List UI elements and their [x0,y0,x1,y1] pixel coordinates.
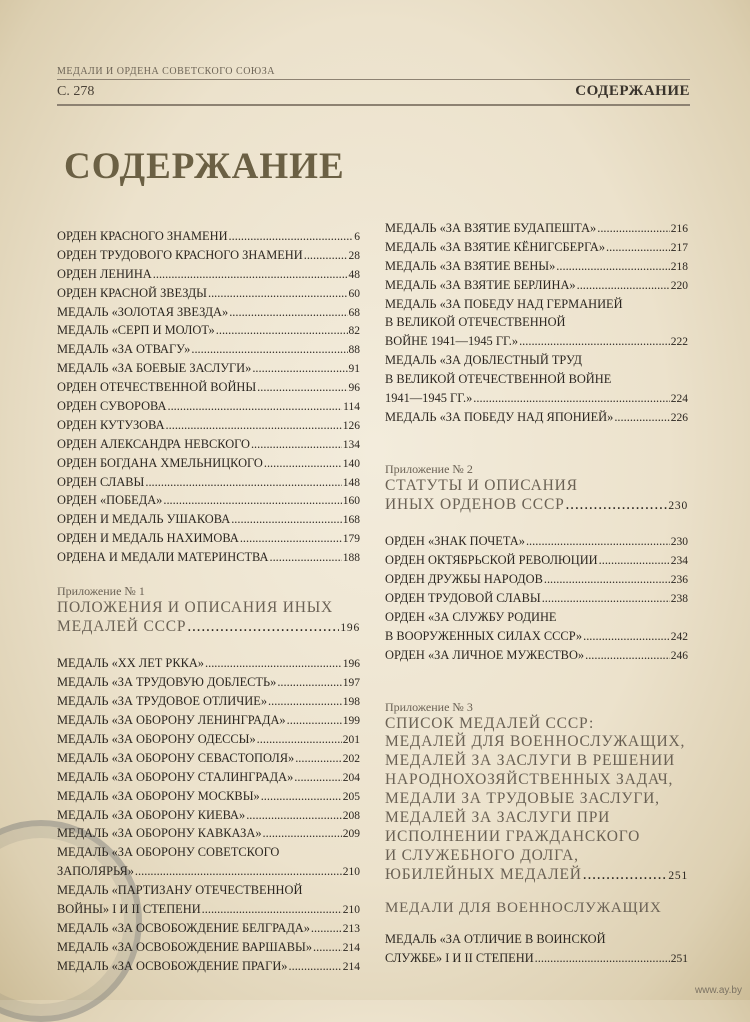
toc-right-column [385,219,688,968]
toc-entry-page: 226 [670,411,688,424]
toc-entry[interactable] [57,265,360,284]
toc-entry[interactable] [57,359,360,378]
toc-entry-title: В ВООРУЖЕННЫХ СИЛАХ СССР» [385,628,583,643]
leader-dots [251,435,342,454]
toc-entry-page: 114 [343,401,360,414]
leader-dots [304,246,348,265]
toc-entry-page: 28 [348,249,360,262]
toc-entry-page: 140 [342,457,360,470]
toc-entry[interactable] [57,730,360,749]
toc-entry-page: 196 [342,658,360,671]
toc-entry-page: 68 [348,306,360,319]
spacer [385,665,688,683]
toc-entry-title: ОРДЕН ТРУДОВОГО КРАСНОГО ЗНАМЕНИ [57,247,303,262]
toc-entry-title: ОРДЕН АЛЕКСАНДРА НЕВСКОГО [57,436,250,451]
toc-entry[interactable] [57,938,360,957]
toc-entry-title: МЕДАЛЕЙ СССР [57,617,187,635]
toc-entry-page: 251 [670,953,688,966]
leader-dots [519,332,670,351]
toc-entry-page: 148 [342,476,360,489]
toc-entry-title: ОРДЕН ТРУДОВОЙ СЛАВЫ [385,590,541,605]
appendix-title-line: МЕДАЛЕЙ ЗА ЗАСЛУГИ В РЕШЕНИИ [385,752,675,770]
toc-entry-title: ОРДЕН ОТЕЧЕСТВЕННОЙ ВОЙНЫ [57,380,257,395]
appendix-title-line: И СЛУЖЕБНОГО ДОЛГА, [385,846,579,864]
toc-entry-title: 1941—1945 ГГ.» [385,391,473,406]
toc-entry-title: МЕДАЛЬ «ЗА ОБОРОНУ КИЕВА» [57,807,246,822]
toc-entry[interactable] [57,284,360,303]
toc-entry-title: ВОЙНЕ 1941—1945 ГГ.» [385,334,519,349]
toc-entry-page: 48 [348,268,360,281]
leader-dots [268,692,342,711]
leader-dots [277,673,341,692]
toc-entry-title: МЕДАЛЬ «СЕРП И МОЛОТ» [57,323,215,338]
toc-entry[interactable] [385,238,688,257]
leader-dots [599,551,670,570]
toc-entry[interactable] [57,711,360,730]
leader-dots [231,510,342,529]
leader-dots [240,529,342,548]
toc-entry-page: 220 [670,279,688,292]
leader-dots [583,866,668,885]
toc-entry-title: МЕДАЛЬ «ЗА ВЗЯТИЕ ВЕНЫ» [385,258,556,273]
toc-entry[interactable] [57,303,360,322]
toc-entry-line: В ВЕЛИКОЙ ОТЕЧЕСТВЕННОЙ ВОЙНЕ [385,372,612,387]
leader-dots [257,730,342,749]
appendix-title-line: МЕДАЛЕЙ ДЛЯ ВОЕННОСЛУЖАЩИХ, [385,733,686,751]
toc-entry-title: МЕДАЛЬ «ЗА ТРУДОВУЮ ДОБЛЕСТЬ» [57,675,277,690]
toc-entry[interactable] [57,378,360,397]
toc-entry-title: МЕДАЛЬ «ЗА ОСВОБОЖДЕНИЕ БЕЛГРАДА» [57,920,310,935]
leader-dots [583,627,670,646]
toc-entry-page: 60 [348,287,360,300]
toc-entry-title: СЛУЖБЕ» I И II СТЕПЕНИ [385,951,534,966]
toc-entry-page: 217 [670,241,688,254]
toc-entry[interactable] [57,510,360,529]
header-rule-bottom [57,104,690,106]
toc-entry-page: 202 [342,752,360,765]
toc-entry[interactable] [57,957,360,976]
leader-dots [535,949,670,968]
toc-entry-page: 236 [670,574,688,587]
leader-dots [577,276,670,295]
leader-dots [542,589,670,608]
toc-entry[interactable] [57,749,360,768]
toc-entry-title: МЕДАЛЬ «ЗА ОБОРОНУ МОСКВЫ» [57,788,260,803]
toc-entry-title: МЕДАЛЬ «XX ЛЕТ РККА» [57,656,204,671]
section-title: СОДЕРЖАНИЕ [575,83,690,99]
toc-entry[interactable] [385,219,688,238]
toc-entry [57,862,360,881]
appendix-2-list [385,532,688,608]
toc-entry-title: ВОЙНЫ» I И II СТЕПЕНИ [57,902,201,917]
leader-dots [187,618,339,637]
toc-entry[interactable] [57,416,360,435]
leader-dots [208,284,348,303]
toc-entry-line: МЕДАЛЬ «ЗА ПОБЕДУ НАД ГЕРМАНИЕЙ [385,296,623,311]
spacer [385,427,688,445]
toc-entry[interactable] [385,646,688,665]
toc-entry[interactable] [385,257,688,276]
toc-entry-line: МЕДАЛЬ «ПАРТИЗАНУ ОТЕЧЕСТВЕННОЙ [57,883,303,898]
toc-entry-page: 242 [670,630,688,643]
toc-entry [385,332,688,351]
toc-entry-title: МЕДАЛЬ «ЗА ПОБЕДУ НАД ЯПОНИЕЙ» [385,409,614,424]
toc-entry-title: ЗАПОЛЯРЬЯ» [57,864,134,879]
page-title: СОДЕРЖАНИЕ [64,146,345,187]
toc-entry-page: 168 [342,514,360,527]
toc-entry-title: ОРДЕН СУВОРОВА [57,399,167,414]
leader-dots [597,219,670,238]
leader-dots [135,862,342,881]
toc-entry [385,389,688,408]
toc-entry-page: 210 [342,904,360,917]
toc-entry-page: 6 [354,231,360,243]
toc-entry-page: 224 [670,393,688,406]
appendix-title-lines [385,715,688,866]
toc-entry-page: 199 [342,715,360,728]
toc-entry [57,900,360,919]
toc-entry-page: 134 [342,438,360,451]
toc-entry-title: МЕДАЛЬ «ЗА ВЗЯТИЕ БУДАПЕШТА» [385,221,597,235]
toc-entry-title: МЕДАЛЬ «ЗА ОБОРОНУ ЛЕНИНГРАДА» [57,713,286,728]
toc-entry[interactable] [57,548,360,567]
leader-dots [544,570,670,589]
toc-entry[interactable] [57,919,360,938]
toc-entry-page: 204 [342,771,360,784]
toc-main-list [57,227,360,567]
toc-entry-title: ОРДЕН КРАСНОГО ЗНАМЕНИ [57,229,228,243]
appendix-3-label: Приложение № 3 [385,699,473,714]
appendix-2-label: Приложение № 2 [385,461,473,476]
toc-entry-line: МЕДАЛЬ «ЗА ОБОРОНУ СОВЕТСКОГО [57,845,280,860]
toc-entry-page: 96 [348,382,360,395]
toc-entry-title: МЕДАЛЬ «ЗА ТРУДОВОЕ ОТЛИЧИЕ» [57,694,268,709]
leader-dots [263,824,342,843]
toc-entry-page: 209 [342,828,360,841]
leader-dots [294,768,341,787]
toc-entry-title: ОРДЕН И МЕДАЛЬ УШАКОВА [57,512,231,527]
toc-entry-title: МЕДАЛЬ «ЗА ОБОРОНУ КАВКАЗА» [57,826,262,841]
toc-entry-title: МЕДАЛЬ «ЗА ОСВОБОЖДЕНИЕ ВАРШАВЫ» [57,939,313,954]
leader-dots [289,957,342,976]
toc-entry-page: 91 [348,363,360,376]
toc-entry [385,627,688,646]
appendix-title-line: МЕДАЛИ ЗА ТРУДОВЫЕ ЗАСЛУГИ, [385,790,660,808]
toc-entry-page: 201 [342,734,360,746]
appendix-1-list [57,654,360,843]
toc-entry-title: ОРДЕН ДРУЖБЫ НАРОДОВ [385,572,543,587]
toc-entry-title: ЮБИЛЕЙНЫХ МЕДАЛЕЙ [385,865,582,883]
series-title: МЕДАЛИ И ОРДЕНА СОВЕТСКОГО СОЮЗА [57,66,275,77]
leader-dots [191,340,347,359]
toc-entry[interactable] [57,473,360,492]
toc-entry[interactable] [57,806,360,825]
toc-entry[interactable] [57,768,360,787]
toc-entry-page: 214 [342,941,360,954]
toc-entry [385,949,688,968]
toc-entry-title: ОРДЕН БОГДАНА ХМЕЛЬНИЦКОГО [57,455,263,470]
appendix-title-line: СПИСОК МЕДАЛЕЙ СССР: [385,714,595,732]
toc-entry[interactable] [57,618,360,637]
toc-entry[interactable] [385,589,688,608]
toc-entry-title: ОРДЕН ОКТЯБРЬСКОЙ РЕВОЛЮЦИИ [385,553,598,568]
toc-entry-page: 205 [342,790,360,803]
spacer [385,514,688,532]
watermark: www.ay.by [694,985,742,996]
toc-entry[interactable] [385,276,688,295]
toc-entry[interactable] [57,435,360,454]
leader-dots [229,303,347,322]
toc-entry-multiline[interactable] [385,608,688,646]
toc-entry-title: ИНЫХ ОРДЕНОВ СССР [385,495,565,513]
leader-dots [287,711,342,730]
leader-dots [202,900,342,919]
toc-entry-title: МЕДАЛЬ «ЗА БОЕВЫЕ ЗАСЛУГИ» [57,361,252,376]
toc-entry-page: 238 [670,592,688,605]
military-medals-heading: МЕДАЛИ ДЛЯ ВОЕННОСЛУЖАЩИХ [385,900,662,917]
toc-entry-title: МЕДАЛЬ «ЗА ВЗЯТИЕ БЕРЛИНА» [385,277,576,292]
toc-entry-title: ОРДЕН И МЕДАЛЬ НАХИМОВА [57,531,239,546]
appendix-1-label: Приложение № 1 [57,584,145,599]
appendix-title-line: ПОЛОЖЕНИЯ И ОПИСАНИЯ ИНЫХ [57,599,333,617]
toc-entry-page: 246 [670,649,688,662]
toc-entry-title: ОРДЕНА И МЕДАЛИ МАТЕРИНСТВА [57,550,269,565]
leader-dots [556,257,669,276]
toc-entry-page: 210 [342,866,360,879]
toc-entry-multiline[interactable] [57,881,360,919]
appendix-title-line: МЕДАЛЕЙ ЗА ЗАСЛУГИ ПРИ [385,809,611,827]
leader-dots [264,454,342,473]
appendix-title-line: СТАТУТЫ И ОПИСАНИЯ [385,476,578,494]
toc-entry-page: 218 [670,260,688,273]
toc-entry-multiline[interactable] [385,295,688,352]
leader-dots [229,227,354,246]
toc-entry[interactable] [57,340,360,359]
toc-entry-page: 230 [670,536,688,549]
leader-dots [257,378,347,397]
toc-entry-title: ОРДЕН КУТУЗОВА [57,417,165,432]
toc-entry-title: ОРДЕН КРАСНОЙ ЗВЕЗДЫ [57,285,207,300]
toc-entry-title: МЕДАЛЬ «ЗА ОСВОБОЖДЕНИЕ ПРАГИ» [57,958,288,973]
leader-dots [216,321,348,340]
toc-entry[interactable] [57,529,360,548]
leader-dots [606,238,670,257]
toc-entry-page: 216 [670,223,688,235]
leader-dots [205,654,342,673]
leader-dots [585,646,670,665]
spacer [57,636,360,654]
toc-entry[interactable] [57,397,360,416]
toc-entry-page: 222 [670,336,688,349]
toc-tail-list [57,919,360,976]
toc-entry-page: 82 [348,325,360,338]
toc-entry-title: ОРДЕН «ПОБЕДА» [57,493,163,508]
toc-entry-page: 251 [668,869,688,882]
toc-entry-page: 179 [342,533,360,546]
toc-entry-title: ОРДЕН «ЗА ЛИЧНОЕ МУЖЕСТВО» [385,647,585,662]
toc-entry[interactable] [57,673,360,692]
toc-entry[interactable] [385,496,688,515]
toc-entry-title: МЕДАЛЬ «ЗА ОТВАГУ» [57,342,191,357]
leader-dots [163,491,341,510]
leader-dots [269,548,341,567]
toc-entry-page: 196 [340,621,360,634]
toc-left-column [57,227,360,976]
toc-main-list [385,219,688,295]
toc-entry[interactable] [385,551,688,570]
toc-entry-multiline[interactable] [385,351,688,408]
appendix-title-line: НАРОДНОХОЗЯЙСТВЕННЫХ ЗАДАЧ, [385,771,674,789]
leader-dots [313,938,342,957]
toc-entry-title: МЕДАЛЬ «ЗОЛОТАЯ ЗВЕЗДА» [57,304,229,319]
toc-entry[interactable] [57,824,360,843]
toc-entry-page: 230 [668,499,688,512]
toc-entry-title: ОРДЕН СЛАВЫ [57,474,145,489]
toc-entry-page: 214 [342,960,360,973]
leader-dots [167,397,342,416]
toc-entry-page: 213 [342,922,360,935]
toc-entry-page: 208 [342,809,360,822]
toc-entry-title: МЕДАЛЬ «ЗА ВЗЯТИЕ КЁНИГСБЕРГА» [385,239,606,254]
appendix-2-title [385,477,688,514]
toc-entry[interactable] [57,491,360,510]
toc-entry[interactable] [385,570,688,589]
toc-entry-page: 197 [342,677,360,690]
toc-entry-page: 160 [342,495,360,508]
toc-entry-line: МЕДАЛЬ «ЗА ОТЛИЧИЕ В ВОИНСКОЙ [385,932,606,947]
leader-dots [252,359,347,378]
leader-dots [295,749,342,768]
leader-dots [153,265,348,284]
leader-dots [311,919,342,938]
spacer [385,918,688,930]
toc-entry[interactable] [57,787,360,806]
toc-entry-page: 126 [342,419,360,432]
toc-entry-title: ОРДЕН «ЗНАК ПОЧЕТА» [385,534,525,549]
leader-dots [566,496,668,515]
toc-entry[interactable] [385,532,688,551]
leader-dots [246,806,342,825]
toc-entry[interactable] [385,408,688,427]
leader-dots [166,416,342,435]
toc-entry-line: ОРДЕН «ЗА СЛУЖБУ РОДИНЕ [385,609,557,624]
leader-dots [614,408,669,427]
toc-entry[interactable] [57,227,360,246]
toc-entry-line: МЕДАЛЬ «ЗА ДОБЛЕСТНЫЙ ТРУД [385,353,582,368]
appendix-3-title [385,715,688,885]
appendix-1-title [57,599,360,636]
toc-entry-title: ОРДЕН ЛЕНИНА [57,266,152,281]
leader-dots [473,389,669,408]
page-number: С. 278 [57,84,95,99]
toc-entry[interactable] [57,321,360,340]
toc-entry[interactable] [57,454,360,473]
toc-entry-title: МЕДАЛЬ «ЗА ОБОРОНУ СТАЛИНГРАДА» [57,769,294,784]
header-rule [57,79,690,80]
toc-entry-page: 234 [670,555,688,568]
toc-entry-line: В ВЕЛИКОЙ ОТЕЧЕСТВЕННОЙ [385,315,566,330]
toc-entry[interactable] [385,866,688,885]
toc-entry[interactable] [57,654,360,673]
toc-entry-multiline[interactable] [57,843,360,881]
toc-entry[interactable] [57,692,360,711]
toc-entry-page: 88 [348,344,360,357]
toc-entry-multiline[interactable] [385,930,688,968]
toc-entry-page: 188 [342,552,360,565]
toc-entry[interactable] [57,246,360,265]
toc-entry-title: МЕДАЛЬ «ЗА ОБОРОНУ ОДЕССЫ» [57,732,256,746]
leader-dots [526,532,670,551]
toc-entry-page: 198 [342,696,360,709]
leader-dots [145,473,341,492]
leader-dots [261,787,342,806]
appendix-title-line: ИСПОЛНЕНИИ ГРАЖДАНСКОГО [385,827,641,845]
toc-entry-title: МЕДАЛЬ «ЗА ОБОРОНУ СЕВАСТОПОЛЯ» [57,750,295,765]
